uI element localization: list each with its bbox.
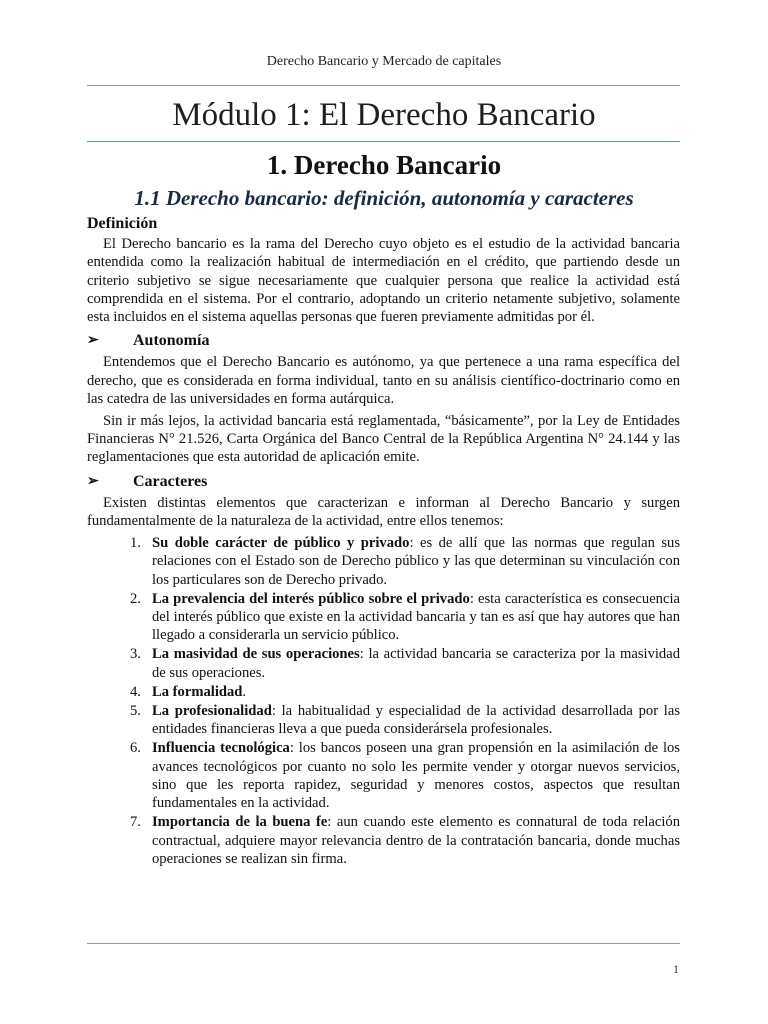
page-number: 1: [673, 962, 679, 976]
list-item: 5. La profesionalidad: la habitualidad y especialidad de la actividad desarrollada por las entidades financieras lleva a que pueda considerársela profesionales.: [130, 703, 680, 738]
title-divider: [87, 141, 680, 142]
item-title: Importancia de la buena fe: [152, 814, 328, 831]
running-header: Derecho Bancario y Mercado de capitales: [266, 54, 502, 69]
list-item: 1. Su doble carácter de público y privado: es de allí que las normas que regulan sus relaciones con el Estado son de Derecho público y las que determinan su vinculación con los particulares son de Derecho privado.: [130, 535, 680, 588]
list-item: 4. La formalidad.: [130, 683, 247, 700]
item-text: : aun cuando este elemento es connatural de toda relación contractual, adquiere mayor relevancia dentro de la contratación bancaria, donde muchas operaciones se realizan sin firma.: [152, 814, 681, 867]
item-title: La masividad de sus operaciones: [152, 646, 360, 663]
item-text: : esta característica es consecuencia del interés público que existe en la actividad bancaria y tan es así que hay autores que han llegado a considerarla un servicio público.: [152, 590, 680, 644]
section-title: 1. Derecho Bancario: [266, 150, 502, 180]
item-text: : es de allí que las normas que regulan sus relaciones con el Estado son de Derecho público y las que determinan su vinculación con los particulares son de Derecho privado.: [152, 535, 680, 588]
autonomia-paragraph-2: Sin ir más lejos, la actividad bancaria está reglamentada, “básicamente”, por la Ley de Entidades Financieras N° 21.526, Carta Orgánica del Banco Central de la República Argentina N° 24.144 y las reglamentaciones que esta autoridad de aplicación emite.: [87, 413, 680, 466]
module-title: Módulo 1: El Derecho Bancario: [172, 97, 596, 133]
header-divider: [87, 85, 680, 86]
item-text: .: [242, 683, 247, 700]
caracteres-list: [87, 534, 680, 868]
list-item: 7. Importancia de la buena fe: aun cuando este elemento es connatural de toda relación contractual, adquiere mayor relevancia dentro de la contratación bancaria, donde muchas operaciones se realizan sin firma.: [130, 814, 681, 867]
item-title: La prevalencia del interés público sobre el privado: [152, 590, 470, 607]
item-text: : los bancos poseen una gran propensión en la asimilación de los avances tecnológicos por cuanto no solo les permite vender y otorgar nuevos servicios, sino que les reporta rapidez, seguridad y menores costos, aspectos que resultan fundamentales en la actividad.: [152, 740, 680, 812]
arrow-bullet-icon: ➢: [87, 473, 99, 489]
arrow-bullet-icon: ➢: [87, 333, 99, 349]
autonomia-heading: Autonomía: [133, 332, 210, 350]
item-text: : la habitualidad y especialidad de la actividad desarrollada por las entidades financieras lleva a que pueda considerársela profesionales.: [152, 703, 680, 738]
list-item: 2. La prevalencia del interés público sobre el privado: esta característica es consecuencia del interés público que existe en la actividad bancaria y tan es así que hay autores que han llegado a considerarla un servicio público.: [130, 590, 680, 644]
caracteres-heading: Caracteres: [133, 472, 208, 490]
definicion-heading: Definición: [87, 215, 158, 232]
item-title: La profesionalidad: [152, 703, 272, 720]
definicion-paragraph: El Derecho bancario es la rama del Derecho cuyo objeto es el estudio de la actividad bancaria entendida como la realización habitual de intermediación en el crédito, que partiendo desde un criterio subjetivo se sigue necesariamente que cualquier persona que realice la actividad está comprendida en el sistema. Por el contrario, adoptando un criterio netamente subjetivo, solamente esta incluidos en el sistema aquellas personas que fueren previamente admitidas por él.: [87, 236, 680, 326]
list-item: 6. Influencia tecnológica: los bancos poseen una gran propensión en la asimilación de los avances tecnológicos por cuanto no solo les permite vender y otorgar nuevos servicios, sino que les reporta rapidez, seguridad y menores costos, aspectos que resultan fundamentales en la actividad.: [130, 740, 680, 812]
item-title: Su doble carácter de público y privado: [152, 535, 410, 552]
footer-divider: [87, 943, 680, 944]
caracteres-intro: Existen distintas elementos que caracterizan e informan al Derecho Bancario y surgen fundamentalmente de la naturaleza de la actividad, entre ellos tenemos:: [87, 494, 680, 530]
caracteres-heading-row: [87, 473, 680, 491]
body-content: [87, 215, 680, 869]
item-text: : la actividad bancaria se caracteriza por la masividad de sus operaciones.: [152, 646, 681, 681]
item-title: Influencia tecnológica: [152, 740, 290, 757]
autonomia-paragraph-1: Entendemos que el Derecho Bancario es autónomo, ya que pertenece a una rama específica del derecho, que es considerada en forma individual, tanto en su análisis científico-doctrinario como en las catedra de las universidades en forma autárquica.: [87, 354, 680, 407]
autonomia-heading-row: [87, 332, 680, 350]
subsection-title: 1.1 Derecho bancario: definición, autonomía y caracteres: [134, 186, 634, 210]
list-item: 3. La masividad de sus operaciones: la actividad bancaria se caracteriza por la masividad de sus operaciones.: [130, 646, 681, 681]
item-title: La formalidad: [152, 683, 243, 700]
